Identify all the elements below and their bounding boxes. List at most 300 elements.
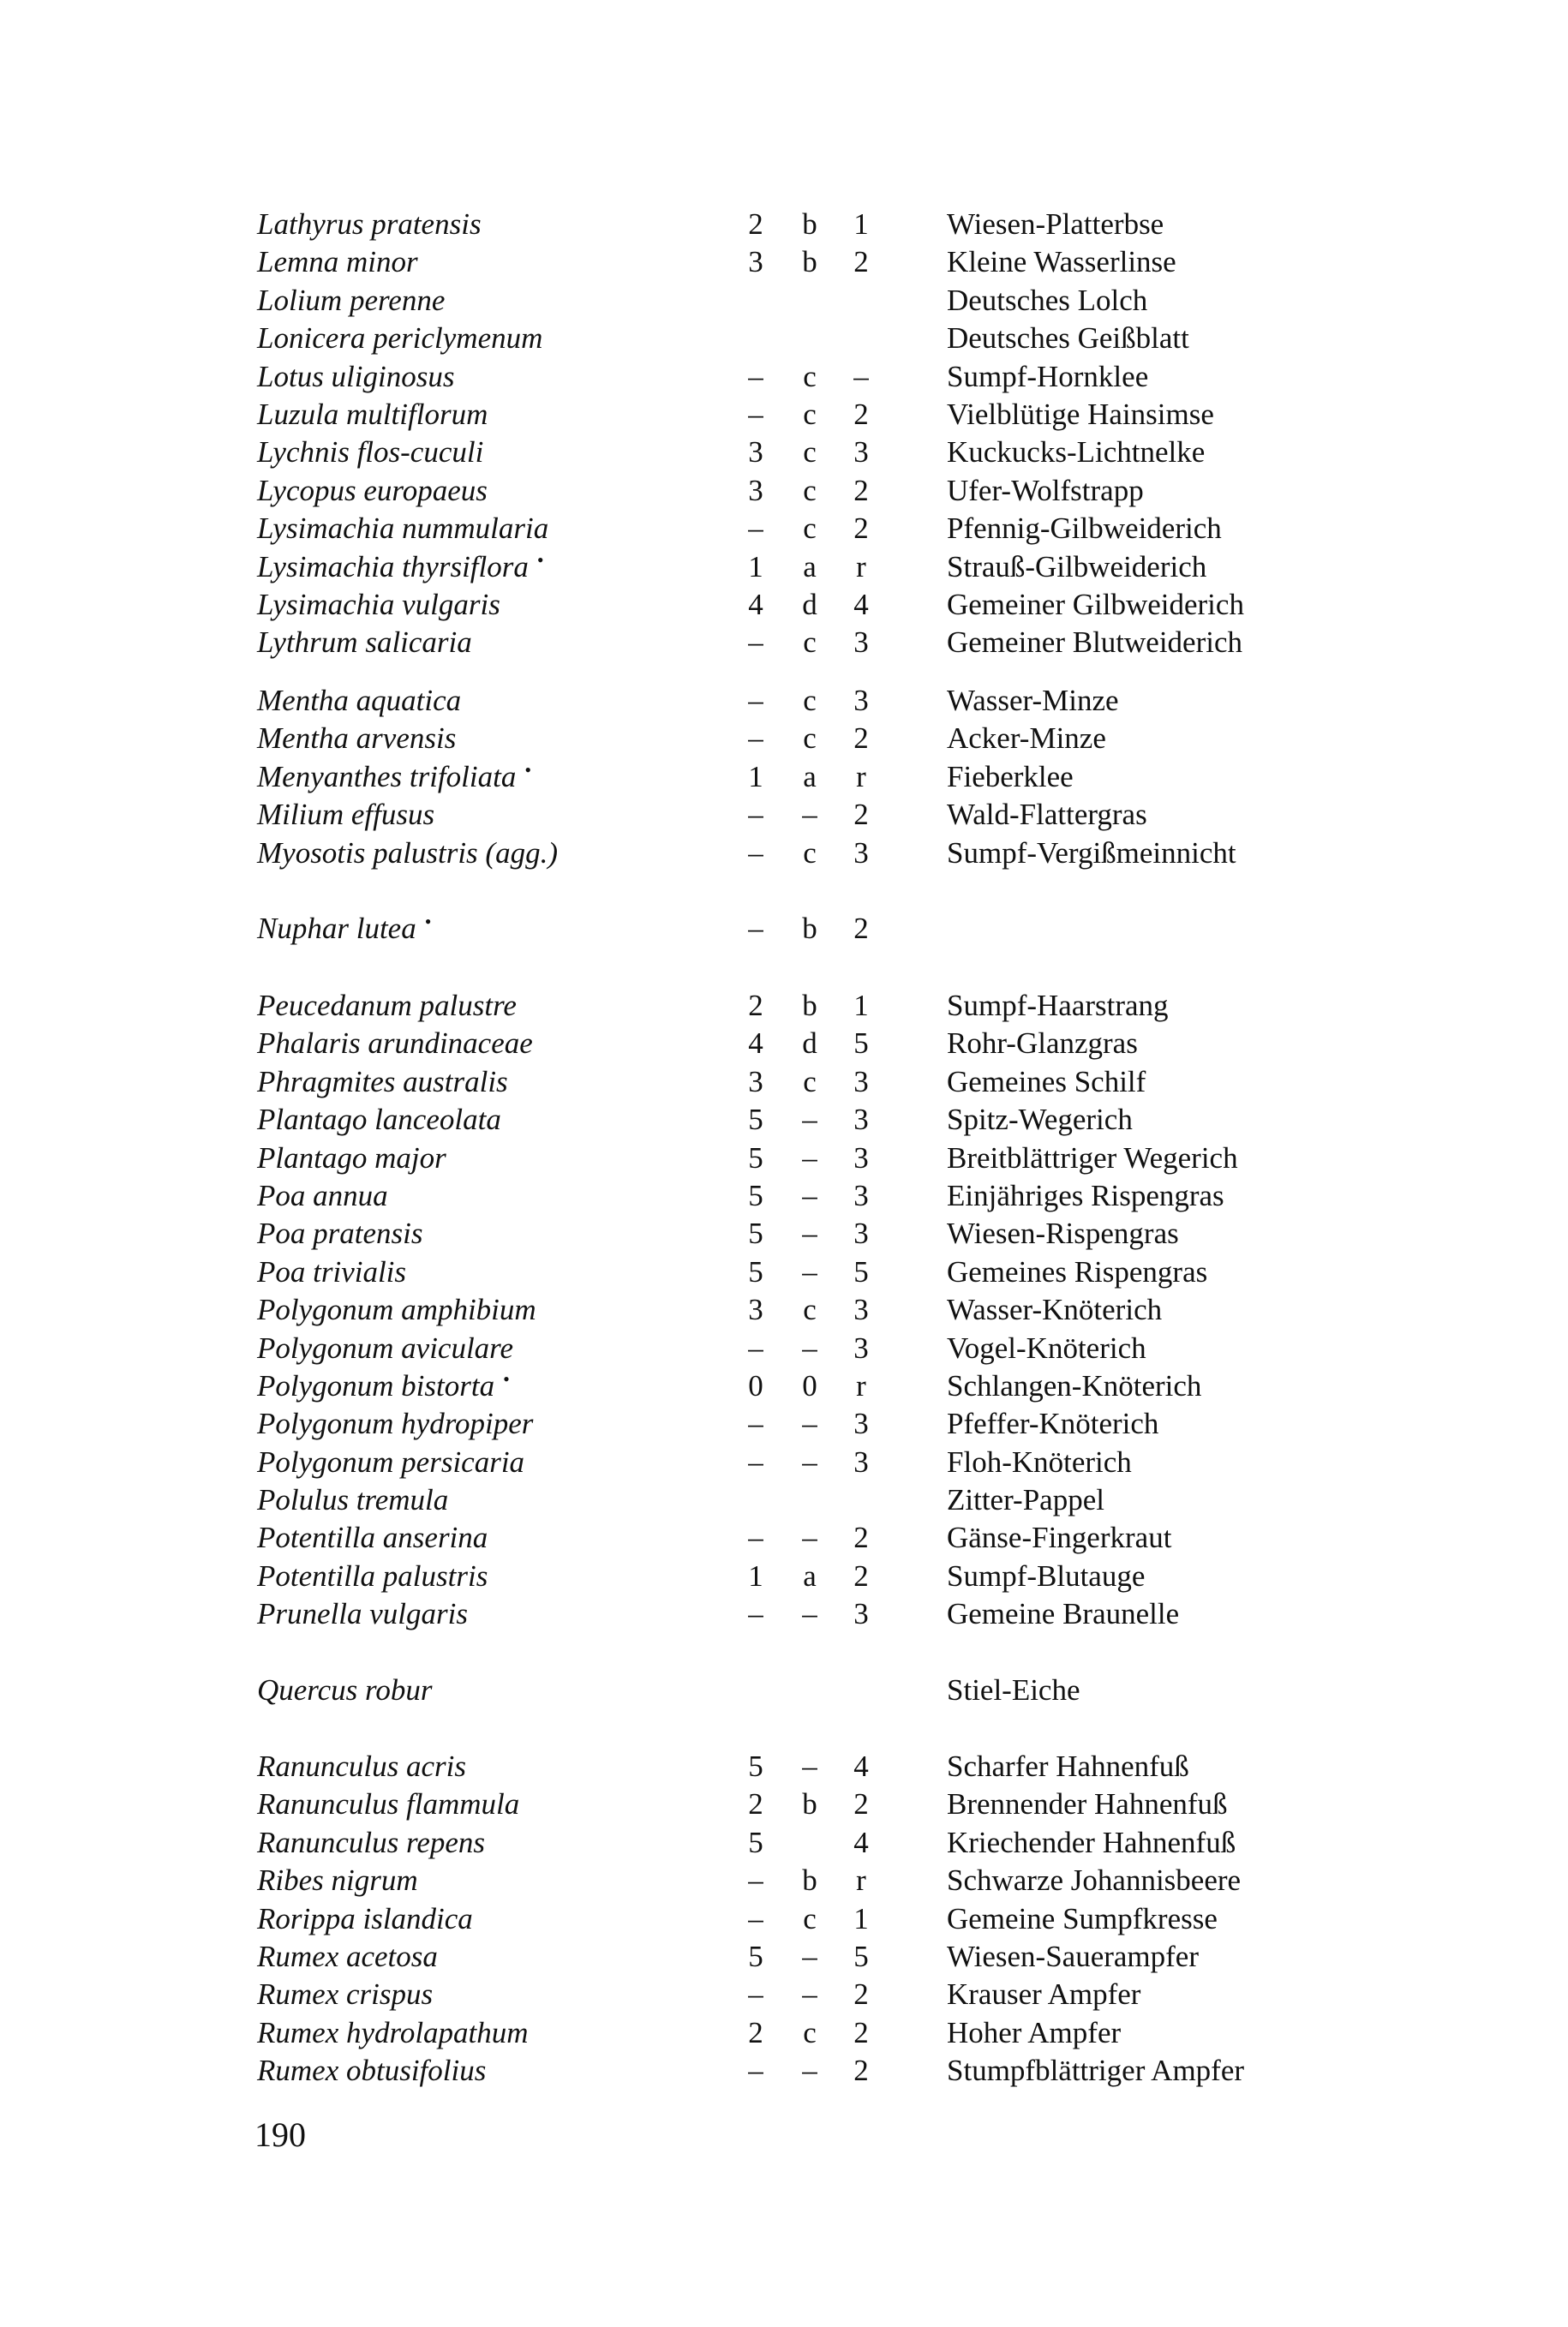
- status-column-2: –: [802, 1597, 817, 1631]
- status-column-1: –: [748, 798, 763, 832]
- table-row: [0, 1519, 1568, 1557]
- latin-name: [257, 548, 544, 589]
- status-column-1: 0: [748, 1368, 763, 1403]
- german-name: Gänse-Fingerkraut: [947, 1521, 1172, 1555]
- german-name: Kleine Wasserlinse: [947, 245, 1176, 279]
- latin-name: [257, 834, 558, 872]
- table-row: [0, 758, 1568, 796]
- status-column-3: –: [853, 359, 869, 393]
- latin-name-text: Lycopus europaeus: [257, 473, 488, 507]
- status-column-2: –: [802, 1217, 817, 1251]
- table-row: [0, 1215, 1568, 1253]
- status-column-2: –: [802, 1445, 817, 1479]
- latin-name: [257, 510, 548, 547]
- latin-name: [257, 2014, 529, 2052]
- latin-name-text: Lolium perenne: [257, 283, 446, 317]
- latin-name: [257, 1595, 468, 1633]
- latin-name: [257, 682, 461, 720]
- status-column-3: 3: [853, 1217, 869, 1251]
- status-column-2: a: [803, 549, 817, 583]
- german-name: Vielblütige Hainsimse: [947, 397, 1214, 431]
- latin-name-text: Rumex obtusifolius: [257, 2054, 487, 2088]
- status-column-1: 4: [748, 1026, 763, 1061]
- latin-name: [257, 1330, 513, 1367]
- german-name: Stumpfblättriger Ampfer: [947, 2054, 1245, 2088]
- latin-name: [257, 320, 542, 357]
- status-column-3: r: [856, 759, 866, 793]
- status-column-2: –: [802, 1103, 817, 1137]
- latin-name-text: Polygonum aviculare: [257, 1331, 514, 1365]
- latin-name-text: Potentilla palustris: [257, 1558, 488, 1593]
- german-name: Zitter-Pappel: [947, 1483, 1104, 1517]
- species-group: [0, 1748, 1568, 2091]
- status-column-3: 2: [853, 397, 869, 431]
- latin-name-text: Polulus tremula: [257, 1483, 449, 1517]
- species-group: [0, 206, 1568, 662]
- status-column-2: b: [802, 989, 817, 1022]
- table-row: [0, 1405, 1568, 1443]
- table-row: [0, 624, 1568, 661]
- status-column-3: 3: [853, 1293, 869, 1327]
- status-column-3: 3: [853, 1103, 869, 1137]
- status-column-2: c: [803, 473, 817, 507]
- latin-name-text: Myosotis palustris (agg.): [257, 835, 558, 870]
- bullet-mark: •: [536, 548, 544, 571]
- german-name: Gemeiner Gilbweiderich: [947, 587, 1244, 621]
- latin-name: [257, 472, 488, 510]
- status-column-1: 5: [748, 1939, 763, 1973]
- latin-name-text: Prunella vulgaris: [257, 1597, 468, 1631]
- status-column-2: b: [802, 245, 817, 279]
- table-row: [0, 1481, 1568, 1519]
- status-column-2: a: [803, 1558, 817, 1593]
- status-column-2: c: [803, 625, 817, 660]
- status-column-2: c: [803, 684, 817, 717]
- table-row: [0, 987, 1568, 1025]
- latin-name-text: Lemna minor: [257, 245, 418, 279]
- table-row: [0, 682, 1568, 720]
- status-column-1: 1: [748, 1558, 763, 1593]
- latin-name-text: Quercus robur: [257, 1673, 433, 1707]
- german-name: Strauß-Gilbweiderich: [947, 549, 1207, 583]
- status-column-2: c: [803, 1064, 817, 1098]
- status-column-1: 5: [748, 1825, 763, 1859]
- german-name: Spitz-Wegerich: [947, 1103, 1133, 1137]
- latin-name: [257, 987, 517, 1025]
- latin-name-text: Menyanthes trifoliata: [257, 759, 517, 793]
- latin-name-text: Luzula multiflorum: [257, 397, 488, 431]
- german-name: Wald-Flattergras: [947, 798, 1147, 832]
- status-column-3: 4: [853, 587, 869, 621]
- table-row: [0, 243, 1568, 281]
- latin-name-text: Ranunculus acris: [257, 1750, 467, 1783]
- latin-name: [257, 1291, 536, 1329]
- table-row: [0, 1976, 1568, 2013]
- status-column-1: 2: [748, 1787, 763, 1822]
- latin-name: [257, 396, 488, 434]
- latin-name-text: Poa annua: [257, 1178, 388, 1212]
- status-column-3: 3: [853, 1140, 869, 1175]
- table-row: [0, 1291, 1568, 1329]
- status-column-1: –: [748, 1521, 763, 1555]
- status-column-1: –: [748, 912, 763, 945]
- status-column-2: –: [802, 798, 817, 832]
- status-column-2: c: [803, 397, 817, 431]
- latin-name: [257, 1367, 510, 1409]
- latin-name-text: Lythrum salicaria: [257, 625, 472, 660]
- german-name: Floh-Knöterich: [947, 1445, 1132, 1479]
- table-row: [0, 1101, 1568, 1139]
- german-name: Gemeines Rispengras: [947, 1254, 1208, 1289]
- german-name: Wiesen-Platterbse: [947, 207, 1164, 241]
- status-column-3: 2: [853, 1787, 869, 1822]
- latin-name-text: Lychnis flos-cuculi: [257, 435, 484, 470]
- table-row: [0, 1900, 1568, 1938]
- species-group: [0, 682, 1568, 872]
- latin-name: [257, 1481, 448, 1519]
- latin-name-text: Polygonum amphibium: [257, 1293, 536, 1327]
- latin-name: [257, 1519, 488, 1557]
- status-column-2: c: [803, 359, 817, 393]
- status-column-2: –: [802, 1977, 817, 2012]
- latin-name: [257, 1101, 501, 1139]
- status-column-3: 2: [853, 511, 869, 546]
- status-column-3: 2: [853, 912, 869, 945]
- status-column-1: 5: [748, 1254, 763, 1289]
- german-name: Gemeines Schilf: [947, 1064, 1146, 1098]
- table-row: [0, 1558, 1568, 1595]
- latin-name: [257, 1444, 524, 1481]
- latin-name-text: Ranunculus flammula: [257, 1787, 520, 1822]
- latin-name-text: Lonicera periclymenum: [257, 321, 543, 356]
- status-column-3: 2: [853, 721, 869, 756]
- status-column-2: b: [802, 912, 817, 945]
- table-row: [0, 358, 1568, 396]
- status-column-2: –: [802, 1331, 817, 1365]
- latin-name: [257, 1900, 473, 1938]
- german-name: Pfeffer-Knöterich: [947, 1407, 1159, 1441]
- status-column-1: 1: [748, 549, 763, 583]
- table-row: [0, 720, 1568, 757]
- status-column-1: –: [748, 1863, 763, 1898]
- status-column-3: 2: [853, 798, 869, 832]
- latin-name: [257, 243, 418, 281]
- latin-name-text: Phragmites australis: [257, 1064, 508, 1098]
- latin-name-text: Peucedanum palustre: [257, 989, 517, 1022]
- status-column-1: –: [748, 1407, 763, 1441]
- german-name: Sumpf-Vergißmeinnicht: [947, 835, 1236, 870]
- status-column-1: –: [748, 625, 763, 660]
- german-name: Gemeine Braunelle: [947, 1597, 1180, 1631]
- table-row: [0, 1444, 1568, 1481]
- status-column-1: –: [748, 2054, 763, 2088]
- status-column-2: –: [802, 1521, 817, 1555]
- status-column-1: 5: [748, 1217, 763, 1251]
- status-column-3: 1: [853, 207, 869, 241]
- german-name: Gemeiner Blutweiderich: [947, 625, 1243, 660]
- bullet-mark: •: [524, 758, 532, 781]
- german-name: Wiesen-Sauerampfer: [947, 1939, 1199, 1973]
- table-row: [0, 1672, 1568, 1709]
- bullet-mark: •: [503, 1367, 510, 1390]
- german-name: Deutsches Geißblatt: [947, 321, 1189, 356]
- latin-name: [257, 1558, 488, 1595]
- status-column-2: d: [802, 587, 817, 621]
- status-column-1: –: [748, 1331, 763, 1365]
- table-row: [0, 1748, 1568, 1786]
- latin-name: [257, 2052, 486, 2090]
- status-column-3: 3: [853, 835, 869, 870]
- bullet-mark: •: [424, 911, 432, 932]
- table-row: [0, 1330, 1568, 1367]
- species-group: [0, 910, 1568, 948]
- status-column-3: 3: [853, 435, 869, 470]
- species-group: [0, 987, 1568, 1634]
- german-name: Fieberklee: [947, 759, 1074, 793]
- german-name: Deutsches Lolch: [947, 283, 1148, 317]
- table-row: [0, 206, 1568, 243]
- german-name: Vogel-Knöterich: [947, 1331, 1146, 1365]
- status-column-2: –: [802, 1407, 817, 1441]
- status-column-2: c: [803, 1293, 817, 1327]
- table-row: [0, 320, 1568, 357]
- status-column-3: 1: [853, 1901, 869, 1935]
- status-column-3: 3: [853, 1064, 869, 1098]
- status-column-3: 2: [853, 1558, 869, 1593]
- german-name: Sumpf-Hornklee: [947, 359, 1149, 393]
- table-row: [0, 1253, 1568, 1291]
- status-column-2: c: [803, 1901, 817, 1935]
- latin-name: [257, 1976, 433, 2013]
- status-column-3: r: [856, 1368, 866, 1403]
- status-column-2: c: [803, 835, 817, 870]
- status-column-1: 3: [748, 1064, 763, 1098]
- table-row: [0, 1025, 1568, 1062]
- status-column-1: –: [748, 511, 763, 546]
- german-name: Acker-Minze: [947, 721, 1106, 756]
- german-name: Schlangen-Knöterich: [947, 1368, 1202, 1403]
- table-row: [0, 282, 1568, 320]
- table-row: [0, 2014, 1568, 2052]
- latin-name-text: Lysimachia thyrsiflora: [257, 549, 529, 583]
- status-column-1: –: [748, 359, 763, 393]
- page-number: 190: [254, 2115, 306, 2154]
- latin-name-text: Poa trivialis: [257, 1254, 407, 1289]
- german-name: Ufer-Wolfstrapp: [947, 473, 1144, 507]
- latin-name-text: Potentilla anserina: [257, 1521, 488, 1555]
- german-name: Gemeine Sumpfkresse: [947, 1901, 1218, 1935]
- status-column-2: –: [802, 2054, 817, 2088]
- status-column-3: 5: [853, 1026, 869, 1061]
- status-column-2: –: [802, 1254, 817, 1289]
- latin-name: [257, 1862, 418, 1899]
- german-name: Wiesen-Rispengras: [947, 1217, 1179, 1251]
- latin-name: [257, 1063, 508, 1101]
- status-column-2: c: [803, 721, 817, 756]
- german-name: Sumpf-Blutauge: [947, 1558, 1146, 1593]
- german-name: Scharfer Hahnenfuß: [947, 1750, 1189, 1783]
- status-column-1: –: [748, 684, 763, 717]
- latin-name-text: Lathyrus pratensis: [257, 207, 482, 241]
- latin-name-text: Polygonum persicaria: [257, 1445, 525, 1479]
- table-row: [0, 434, 1568, 471]
- german-name: Stiel-Eiche: [947, 1673, 1080, 1707]
- status-column-3: r: [856, 549, 866, 583]
- status-column-3: 5: [853, 1939, 869, 1973]
- latin-name: [257, 720, 456, 757]
- latin-name-text: Polygonum hydropiper: [257, 1407, 534, 1441]
- status-column-2: c: [803, 2015, 817, 2049]
- latin-name-text: Ranunculus repens: [257, 1825, 486, 1859]
- status-column-3: 3: [853, 625, 869, 660]
- latin-name: [257, 624, 472, 661]
- table-row: [0, 1140, 1568, 1177]
- status-column-1: 5: [748, 1178, 763, 1212]
- latin-name-text: Rorippa islandica: [257, 1901, 473, 1935]
- latin-name: [257, 434, 483, 471]
- latin-name-text: Lysimachia nummularia: [257, 511, 549, 546]
- status-column-2: –: [802, 1140, 817, 1175]
- status-column-2: –: [802, 1939, 817, 1973]
- latin-name: [257, 1177, 388, 1215]
- table-row: [0, 472, 1568, 510]
- latin-name: [257, 796, 434, 834]
- table-row: [0, 1938, 1568, 1976]
- status-column-2: c: [803, 435, 817, 470]
- status-column-2: c: [803, 511, 817, 546]
- latin-name: [257, 206, 482, 243]
- table-row: [0, 548, 1568, 586]
- german-name: Wasser-Minze: [947, 684, 1119, 717]
- table-row: [0, 796, 1568, 834]
- german-name: Kuckucks-Lichtnelke: [947, 435, 1206, 470]
- status-column-3: 2: [853, 1521, 869, 1555]
- status-column-1: 3: [748, 1293, 763, 1327]
- latin-name: [257, 910, 431, 951]
- status-column-3: 5: [853, 1254, 869, 1289]
- status-column-1: 5: [748, 1750, 763, 1783]
- status-column-1: 2: [748, 989, 763, 1022]
- status-column-3: 2: [853, 2054, 869, 2088]
- latin-name-text: Mentha arvensis: [257, 721, 457, 756]
- status-column-1: –: [748, 835, 763, 870]
- latin-name-text: Ribes nigrum: [257, 1863, 418, 1898]
- latin-name-text: Rumex acetosa: [257, 1939, 438, 1973]
- table-row: [0, 910, 1568, 948]
- status-column-2: b: [802, 1787, 817, 1822]
- status-column-1: –: [748, 1597, 763, 1631]
- german-name: Rohr-Glanzgras: [947, 1026, 1138, 1061]
- german-name: Breitblättriger Wegerich: [947, 1140, 1238, 1175]
- table-row: [0, 2052, 1568, 2090]
- status-column-2: b: [802, 207, 817, 241]
- status-column-2: a: [803, 759, 817, 793]
- status-column-3: 3: [853, 1445, 869, 1479]
- status-column-3: 3: [853, 1407, 869, 1441]
- status-column-3: 2: [853, 1977, 869, 2012]
- latin-name: [257, 1786, 519, 1823]
- status-column-1: 5: [748, 1103, 763, 1137]
- table-row: [0, 1862, 1568, 1899]
- status-column-1: –: [748, 721, 763, 756]
- latin-name: [257, 758, 531, 799]
- table-row: [0, 1177, 1568, 1215]
- latin-name: [257, 1253, 406, 1291]
- table-row: [0, 510, 1568, 547]
- latin-name-text: Rumex crispus: [257, 1977, 434, 2012]
- table-row: [0, 396, 1568, 434]
- status-column-1: –: [748, 397, 763, 431]
- status-column-3: 3: [853, 1331, 869, 1365]
- latin-name-text: Polygonum bistorta: [257, 1368, 495, 1403]
- status-column-3: 4: [853, 1750, 869, 1783]
- german-name: Brennender Hahnenfuß: [947, 1787, 1228, 1822]
- german-name: Sumpf-Haarstrang: [947, 989, 1169, 1022]
- status-column-2: –: [802, 1178, 817, 1212]
- latin-name-text: Milium effusus: [257, 798, 435, 832]
- german-name: Krauser Ampfer: [947, 1977, 1141, 2012]
- status-column-1: 3: [748, 473, 763, 507]
- table-row: [0, 834, 1568, 872]
- german-name: Hoher Ampfer: [947, 2015, 1122, 2049]
- latin-name-text: Lotus uliginosus: [257, 359, 455, 393]
- latin-name: [257, 1748, 466, 1786]
- status-column-1: 2: [748, 207, 763, 241]
- latin-name-text: Rumex hydrolapathum: [257, 2015, 529, 2049]
- latin-name: [257, 586, 500, 624]
- latin-name: [257, 1938, 438, 1976]
- latin-name: [257, 1405, 533, 1443]
- table-row: [0, 586, 1568, 624]
- status-column-1: 3: [748, 435, 763, 470]
- german-name: Wasser-Knöterich: [947, 1293, 1163, 1327]
- status-column-3: 4: [853, 1825, 869, 1859]
- latin-name-text: Nuphar lutea: [257, 912, 416, 945]
- species-group: [0, 1672, 1568, 1709]
- german-name: Kriechender Hahnenfuß: [947, 1825, 1236, 1859]
- status-column-1: 5: [748, 1140, 763, 1175]
- status-column-3: 1: [853, 989, 869, 1022]
- latin-name: [257, 1672, 432, 1709]
- status-column-1: 2: [748, 2015, 763, 2049]
- status-column-2: 0: [802, 1368, 817, 1403]
- latin-name: [257, 1025, 533, 1062]
- table-row: [0, 1063, 1568, 1101]
- status-column-3: 3: [853, 1597, 869, 1631]
- latin-name-text: Phalaris arundinaceae: [257, 1026, 533, 1061]
- status-column-3: 2: [853, 245, 869, 279]
- status-column-2: –: [802, 1750, 817, 1783]
- latin-name-text: Poa pratensis: [257, 1217, 423, 1251]
- latin-name: [257, 1215, 422, 1253]
- latin-name: [257, 1824, 485, 1862]
- status-column-1: –: [748, 1977, 763, 2012]
- latin-name-text: Lysimachia vulgaris: [257, 587, 500, 621]
- status-column-1: 1: [748, 759, 763, 793]
- latin-name: [257, 1140, 446, 1177]
- latin-name-text: Mentha aquatica: [257, 684, 462, 717]
- status-column-1: –: [748, 1445, 763, 1479]
- status-column-3: 2: [853, 2015, 869, 2049]
- status-column-3: r: [856, 1863, 866, 1898]
- status-column-3: 3: [853, 1178, 869, 1212]
- table-row: [0, 1595, 1568, 1633]
- status-column-3: 3: [853, 684, 869, 717]
- german-name: Einjähriges Rispengras: [947, 1178, 1224, 1212]
- latin-name-text: Plantago lanceolata: [257, 1103, 501, 1137]
- german-name: Pfennig-Gilbweiderich: [947, 511, 1222, 546]
- latin-name-text: Plantago major: [257, 1140, 446, 1175]
